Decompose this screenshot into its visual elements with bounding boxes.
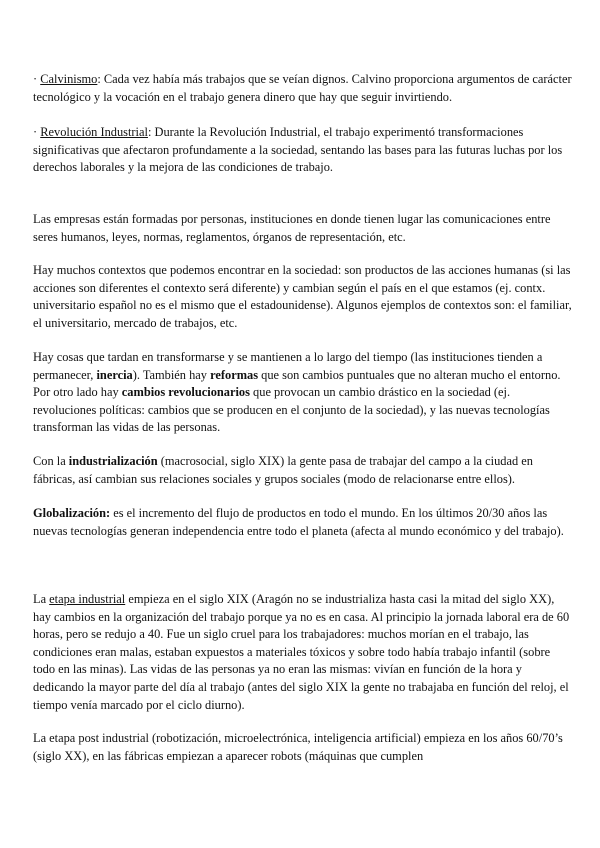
paragraph-etapa-industrial: La etapa industrial empieza en el siglo XIX (Aragón no se industrializa hasta casi la mitad del siglo XX), hay cambios en la organización del trabajo porque ya no es en casa. Al principio la jornada laboral era de 60 horas, pero se redujo a 40. Fue un siglo cruel para los trabajadores: muchos morían en el trabajo, las condiciones eran malas, estaban expuestos a materiales tóxicos y sobre todo había trabajo infantil (sobre todo en las minas). Las vidas de las personas ya no eran las mismas: vivían en función de la hora y dedicando la mayor parte del día al trabajo (antes del siglo XIX la gente no trabajaba en función del reloj, el tiempo venía marcado por el ciclo diurno). xyxy=(33,592,570,712)
paragraph-industrializacion: Con la industrialización (macrosocial, siglo XIX) la gente pasa de trabajar del campo a la ciudad en fábricas, así cambian sus relaciones sociales y grupos sociales (modo de relacionarse entre ellos). xyxy=(33,454,533,486)
term-calvinismo: Calvinismo xyxy=(40,72,98,86)
paragraph-text: : Cada vez había más trabajos que se veían dignos. Calvino proporciona argumentos de carácter tecnológico y la vocación en el trabajo genera dinero que hay que seguir invirtiendo. xyxy=(33,72,572,104)
term-reformas: reformas xyxy=(210,367,259,382)
term-revolucion-industrial: Revolución Industrial xyxy=(40,125,148,139)
paragraph-cambios: Hay cosas que tardan en transformarse y se mantienen a lo largo del tiempo (las instituciones tienden a permanecer, inercia). También hay reformas que son cambios puntuales que no alteran mucho el entorno. Por otro lado hay cambios revolucionarios que provocan un cambio drástico en la sociedad (ej. revoluciones políticas: cambios que se producen en el conjunto de la sociedad), y las nuevas tecnologías transforman las vidas de las personas. xyxy=(33,350,561,435)
paragraph-contextos: Hay muchos contextos que podemos encontrar en la sociedad: son productos de las acciones humanas (si las acciones son diferentes el contexto será diferente) y cambian según el país en el que estamos (ej. contx. universitario español no es el mismo que el estadounidense). Algunos ejemplos de contextos son: el familiar, el universitario, mercado de trabajos, etc. xyxy=(33,263,572,330)
paragraph-revolucion-industrial xyxy=(33,124,573,177)
term-cambios-revolucionarios: cambios revolucionarios xyxy=(121,385,250,400)
paragraph-empresas: Las empresas están formadas por personas, instituciones en donde tienen lugar las comunicaciones entre seres humanos, leyes, normas, reglamentos, órganos de representación, etc. xyxy=(33,212,551,244)
paragraph-calvinismo xyxy=(33,71,573,106)
term-industrializacion: industrialización xyxy=(68,454,158,468)
bullet: · xyxy=(33,125,41,139)
paragraph-globalizacion: Globalización: es el incremento del flujo de productos en todo el mundo. En los últimos 20/30 años las nuevas tecnologías generan independencia entre todo el planeta (afecta al mundo económico y del trabajo). xyxy=(33,506,564,538)
term-etapa-industrial: etapa industrial xyxy=(49,592,126,606)
paragraph-text: : Durante la Revolución Industrial, el trabajo experimentó transformaciones significativas que afectaron profundamente a la sociedad, sentando las bases para las futuras luchas por los derechos laborales y la mejora de las condiciones de trabajo. xyxy=(33,125,563,175)
term-globalizacion: Globalización: xyxy=(33,506,111,520)
term-inercia: inercia xyxy=(96,367,133,382)
paragraph-etapa-post-industrial: La etapa post industrial (robotización, microelectrónica, inteligencia artificial) empieza en los años 60/70’s (siglo XX), en las fábricas empiezan a aparecer robots (máquinas que cumplen xyxy=(33,731,563,763)
bullet: · xyxy=(33,72,41,86)
